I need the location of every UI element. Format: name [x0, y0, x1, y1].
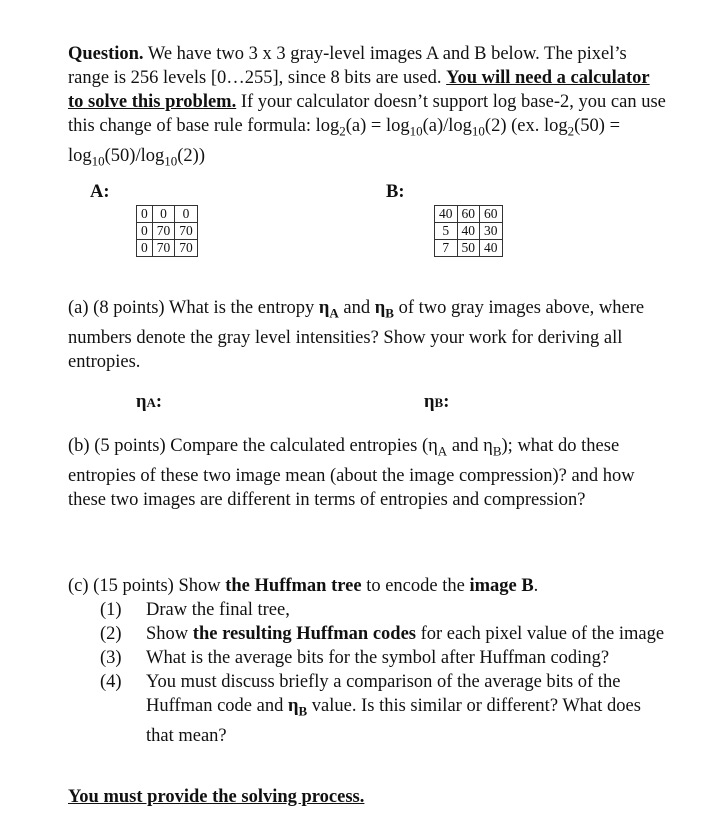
- grid-row: [435, 206, 503, 223]
- grid-cell: 60: [480, 206, 503, 223]
- grid-cell: 40: [435, 206, 458, 223]
- grid-cell: 0: [152, 206, 175, 223]
- question-paragraph: Question. We have two 3 x 3 gray-level images A and B below. The pixel’s range is 256 levels [0…255], since 8 bits are used. You will need a calculator to solve this problem. If your calculator doesn’t support log base-2, you can use this change of base rule formula: $\log_2(a) = \log_{10}(a)/\log_{10}(2)$ (ex. $\log_2(50) = \log_{10}(50)/\log_{10}(2)$): [68, 44, 666, 169]
- list-item: (1) Draw the final tree,: [100, 600, 290, 620]
- part-b-paragraph: (b) (5 points) Compare the calculated entropies ($\eta_A$ and $\eta_B$); what do these entropies of these two image mean (about the image compression)? and how these two images are different in terms of entropies and compression?: [68, 436, 635, 510]
- grid-cell: 0: [137, 240, 153, 257]
- grid-cell: 70: [175, 223, 198, 240]
- eta-b-answer-label: ηB:: [424, 392, 450, 412]
- grid-row: [137, 240, 198, 257]
- grid-cell: 40: [457, 223, 480, 240]
- list-item: (3) What is the average bits for the symbol after Huffman coding?: [100, 648, 610, 668]
- grid-cell: 0: [137, 206, 153, 223]
- grid-cell: 50: [457, 240, 480, 257]
- image-a-label: A:: [90, 182, 110, 202]
- grid-cell: 0: [137, 223, 153, 240]
- grid-cell: 40: [480, 240, 503, 257]
- part-c-list: [100, 598, 670, 748]
- grid-cell: 30: [480, 223, 503, 240]
- question-label: Question.: [68, 44, 144, 64]
- grid-cell: 60: [457, 206, 480, 223]
- list-item: (4) You must discuss briefly a comparison of the average bits of the Huffman code and $\eta_B$ value. Is this similar or different? What does that mean?: [100, 672, 641, 746]
- grid-row: [137, 223, 198, 240]
- image-a-grid: [136, 205, 198, 257]
- log-text: If your calculator doesn’t support log base-2, you can use this change of base rule formula: log: [68, 92, 666, 136]
- grid-cell: 70: [175, 240, 198, 257]
- eta-a-answer-label: ηA:: [136, 392, 163, 412]
- list-item: (2) Show the resulting Huffman codes for each pixel value of the image: [100, 624, 665, 644]
- grid-cell: 7: [435, 240, 458, 257]
- part-a-paragraph: (a) (8 points) What is the entropy $\eta_A$ and $\eta_B$ of two gray images above, where numbers denote the gray level intensities? Show your work for deriving all entropies.: [68, 298, 645, 372]
- image-b-label: B:: [386, 182, 405, 202]
- image-b-grid: [434, 205, 503, 257]
- calculator-note: You will need a calculator to solve this problem.: [68, 68, 650, 112]
- grid-cell: 70: [152, 223, 175, 240]
- grid-row: [435, 223, 503, 240]
- question-intro: We have two 3 x 3 gray-level images A and B below. The pixel’s range is 256 levels [0…255], since 8 bits are used.: [68, 44, 627, 88]
- grid-cell: 70: [152, 240, 175, 257]
- grid-cell: 0: [175, 206, 198, 223]
- footer-note: You must provide the solving process.: [68, 787, 365, 807]
- part-c-heading: (c) (15 points) Show the Huffman tree to encode the image B.: [68, 576, 539, 596]
- grid-row: [137, 206, 198, 223]
- grid-cell: 5: [435, 223, 458, 240]
- grid-row: [435, 240, 503, 257]
